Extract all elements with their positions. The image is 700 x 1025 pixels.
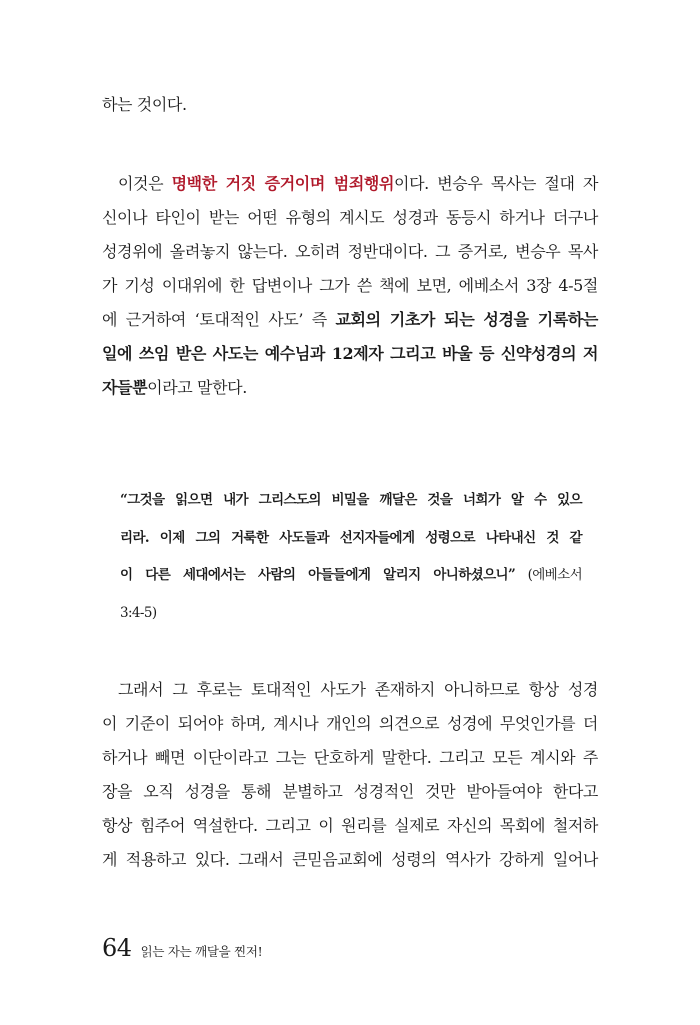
line-1-tail: 이다. 변승우 목사는 절대 자 <box>394 174 598 193</box>
paragraph-1-line-1 <box>102 167 598 201</box>
line-5-bold: 교회의 기초가 되는 성경을 기록하는 <box>335 310 598 329</box>
paragraph-2-line-5: 항상 힘주어 역설한다. 그리고 이 원리를 실제로 자신의 목회에 철저하 <box>102 816 598 835</box>
line-7-tail: 이라고 말한다. <box>147 378 247 397</box>
highlighted-phrase: 명백한 거짓 증거이며 범죄행위 <box>171 174 395 193</box>
line-1-lead: 이것은 <box>118 174 172 193</box>
paragraph-1-line-3: 성경위에 올려놓지 않는다. 오히려 정반대이다. 그 증거로, 변승우 목사 <box>102 242 598 261</box>
line-5-lead: 에 근거하여 ‘토대적인 사도’ 즉 <box>102 310 336 329</box>
scripture-quote <box>120 482 582 632</box>
page-footer <box>102 934 262 962</box>
paragraph-2-line-4: 장을 오직 성경을 통해 분별하고 성경적인 것만 받아들여야 한다고 <box>102 782 598 801</box>
quote-line-2: 리라. 이제 그의 거룩한 사도들과 선지자들에게 성령으로 나타내신 것 같 <box>120 529 582 546</box>
quote-reference-start: (에베소서 <box>515 567 583 583</box>
paragraph-2-line-6: 게 적용하고 있다. 그래서 큰믿음교회에 성령의 역사가 강하게 일어나 <box>102 850 598 869</box>
quote-line-3 <box>120 557 582 595</box>
paragraph-1 <box>102 167 598 405</box>
page-number: 64 <box>102 934 132 962</box>
running-book-title: 읽는 자는 깨달을 찐저! <box>140 944 263 959</box>
paragraph-1-line-6: 일에 쓰임 받은 사도는 예수님과 12제자 그리고 바울 등 신약성경의 저 <box>102 344 598 363</box>
continuation-text <box>102 88 598 122</box>
paragraph-2 <box>102 673 598 877</box>
paragraph-1-line-2: 신이나 타인이 받는 어떤 유형의 계시도 성경과 동등시 하거나 더구나 <box>102 208 598 227</box>
paragraph-1-line-4: 가 기성 이대위에 한 답변이나 그가 쓴 책에 보면, 에베소서 3장 4-5절 <box>102 276 598 295</box>
paragraph-1-line-5 <box>102 303 598 337</box>
paragraph-2-line-3: 하거나 빼면 이단이라고 그는 단호하게 말한다. 그리고 모든 계시와 주 <box>102 748 598 767</box>
quote-reference-end: 3:4-5) <box>120 604 157 621</box>
quote-line-1: “그것을 읽으면 내가 그리스도의 비밀을 깨달은 것을 너희가 알 수 있으 <box>120 492 582 508</box>
line-7-bold: 자들뿐 <box>102 378 148 397</box>
continuation-line: 하는 것이다. <box>102 95 187 114</box>
quote-line-3-main: 이 다른 세대에서는 사람의 아들들에게 알리지 아니하셨으니” <box>120 567 516 583</box>
paragraph-2-line-2: 이 기준이 되어야 하며, 계시나 개인의 의견으로 성경에 무엇인가를 더 <box>102 714 598 733</box>
paragraph-2-line-1: 그래서 그 후로는 토대적인 사도가 존재하지 아니하므로 항상 성경 <box>118 680 598 699</box>
paragraph-1-line-7 <box>102 371 598 405</box>
